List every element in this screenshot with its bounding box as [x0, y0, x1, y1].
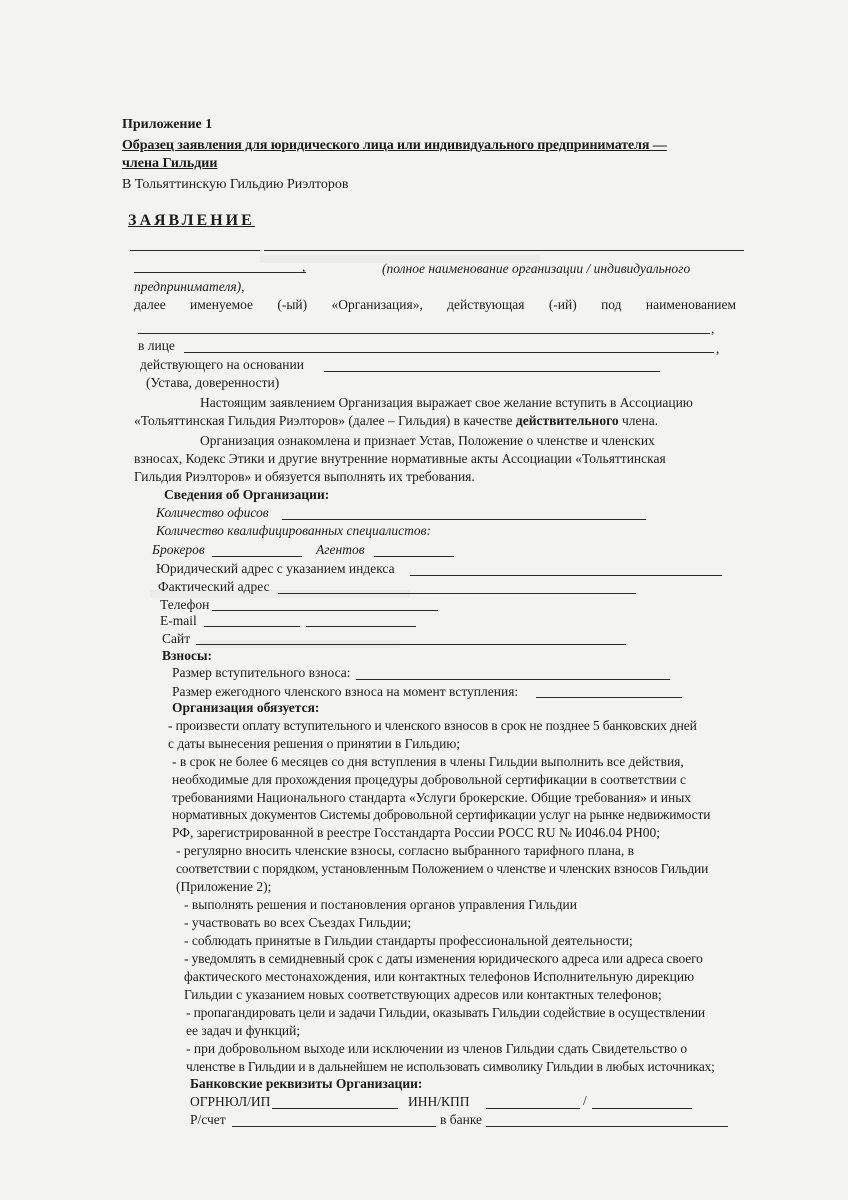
in-person-label: в лице: [138, 338, 175, 353]
inn-label: ИНН/КПП: [408, 1094, 470, 1109]
operating-name-field[interactable]: [138, 333, 710, 334]
obligation-7-line-3: Гильдии с указанием новых соответствующих адресов или контактных телефонов;: [184, 987, 662, 1002]
inn-kpp-separator: /: [583, 1093, 587, 1108]
obligation-3-line-3: (Приложение 2);: [176, 879, 272, 894]
actual-address-field[interactable]: [278, 593, 636, 594]
annual-fee-field[interactable]: [536, 697, 682, 698]
legal-address-label: Юридический адрес с указанием индекса: [156, 561, 395, 576]
text-segment: члена.: [618, 413, 659, 428]
paragraph-2-line-2: взносах, Кодекс Этики и другие внутренние нормативные акты Ассоциации «Тольяттинская: [134, 451, 666, 466]
obligation-9-line-2: членстве в Гильдии и в дальнейшем не использовать символику Гильдии в любых источниках;: [186, 1059, 715, 1074]
ogrn-label: ОГРНЮЛ/ИП: [190, 1094, 271, 1109]
paragraph-2-line-3: Гильдия Риэлторов» и обязуется выполнять их требования.: [134, 469, 475, 484]
account-field[interactable]: [232, 1126, 436, 1127]
paragraph-2-line-1: Организация ознакомлена и признает Устав, Положение о членстве и членских: [200, 433, 655, 448]
obligation-6: - соблюдать принятые в Гильдии стандарты профессиональной деятельности;: [184, 933, 633, 948]
form-title-line1: Образец заявления для юридического лица или индивидуального предпринимателя —: [122, 138, 667, 153]
legal-address-field[interactable]: [410, 575, 722, 576]
org-name-field-b[interactable]: [264, 250, 744, 251]
ogrn-field[interactable]: [272, 1108, 398, 1109]
text-segment: «Тольяттинская Гильдия Риэлторов» (далее – Гильдия) в качестве: [134, 413, 516, 428]
actual-address-label: Фактический адрес: [158, 579, 270, 594]
addressee: В Тольяттинскую Гильдию Риэлторов: [122, 177, 349, 192]
paragraph-1-line-2: [134, 412, 658, 429]
entry-fee-label: Размер вступительного взноса:: [172, 665, 351, 680]
obligation-1-line-1: - произвести оплату вступительного и членского взносов в срок не позднее 5 банковских дней: [168, 718, 697, 733]
site-field[interactable]: [196, 644, 626, 645]
comma: ,: [711, 321, 715, 336]
named-word: наименованием: [645, 297, 736, 312]
named-word: действующая: [447, 297, 525, 312]
paragraph-1-line-1: Настоящим заявлением Организация выражает свое желание вступить в Ассоциацию: [200, 395, 693, 410]
entry-fee-field[interactable]: [356, 679, 670, 680]
obligation-1-line-2: с даты вынесения решения о принятии в Гильдию;: [168, 736, 461, 751]
named-word: (-ий): [548, 297, 577, 312]
named-word: «Организация»,: [331, 297, 423, 312]
obligation-2-line-1: - в срок не более 6 месяцев со дня вступления в члены Гильдии выполнить все действия,: [172, 754, 684, 769]
obligation-3-line-1: - регулярно вносить членские взносы, согласно выбранного тарифного плана, в: [176, 843, 635, 858]
obligation-8-line-1: - пропагандировать цели и задачи Гильдии, оказывать Гильдии содействие в осуществлении: [186, 1005, 705, 1020]
obligation-4: - выполнять решения и постановления органов управления Гильдии: [184, 897, 577, 912]
obligation-8-line-2: ее задач и функций;: [186, 1023, 301, 1038]
obligation-5: - участвовать во всех Съездах Гильдии;: [184, 915, 412, 930]
phone-label: Телефон: [160, 597, 210, 612]
offices-field[interactable]: [282, 519, 646, 520]
named-word: именуемое: [190, 297, 254, 312]
org-name-hint: (полное наименование организации / индивидуального: [382, 261, 691, 276]
email-label: E-mail: [160, 613, 197, 628]
named-as-line: [134, 296, 736, 313]
in-bank-label: в банке: [440, 1112, 483, 1127]
kpp-field[interactable]: [592, 1108, 692, 1109]
obligation-2-line-4: нормативных документов Системы добровольной сертификации услуг на рынке недвижимости: [172, 807, 711, 822]
form-title-line2: члена Гильдии: [122, 156, 218, 171]
document-heading: ЗАЯВЛЕНИЕ: [128, 212, 255, 229]
obligation-2-line-3: требованиями Национального стандарта «Услуги брокерские. Общие требования» и иных: [172, 790, 692, 805]
comma: ,: [302, 259, 306, 274]
named-word: далее: [134, 297, 166, 312]
in-person-field[interactable]: [184, 352, 714, 353]
acting-basis-hint: (Устава, доверенности): [146, 375, 280, 390]
obligations-heading: Организация обязуется:: [172, 700, 320, 715]
obligation-9-line-1: - при добровольном выходе или исключении из членов Гильдии сдать Свидетельство о: [186, 1041, 688, 1056]
acting-basis-label: действующего на основании: [140, 357, 304, 372]
named-word: под: [601, 297, 622, 312]
inn-field[interactable]: [486, 1108, 580, 1109]
specialists-label: Количество квалифицированных специалистов:: [156, 523, 431, 538]
bank-heading: Банковские реквизиты Организации:: [190, 1076, 423, 1091]
org-name-field-a[interactable]: [130, 250, 260, 251]
org-name-hint-2: предпринимателя),: [134, 279, 245, 294]
org-name-field-c[interactable]: [134, 272, 306, 273]
obligation-3-line-2: соответствии с порядком, установленным Положением о членстве и членских взносов Гильдии: [176, 861, 709, 876]
annual-fee-label: Размер ежегодного членского взноса на момент вступления:: [172, 684, 519, 699]
brokers-label: Брокеров: [152, 542, 205, 557]
account-label: Р/счет: [190, 1112, 226, 1127]
obligation-7-line-2: фактического местонахождения, или контактных телефонов Исполнительную дирекцию: [184, 969, 695, 984]
agents-label: Агентов: [316, 542, 365, 557]
named-word: (-ый): [277, 297, 308, 312]
obligation-2-line-5: РФ, зарегистрированной в реестре Госстандарта России РОСС RU № И046.04 РН00;: [172, 825, 661, 840]
text-segment-bold: действительного: [515, 413, 619, 428]
bank-name-field[interactable]: [486, 1126, 728, 1127]
obligation-2-line-2: необходимые для прохождения процедуры добровольной сертификации в соответствии с: [172, 772, 686, 787]
agents-field[interactable]: [374, 556, 454, 557]
phone-field[interactable]: [212, 610, 438, 611]
email-field-a[interactable]: [204, 626, 300, 627]
brokers-field[interactable]: [212, 556, 302, 557]
appendix-label: Приложение 1: [122, 117, 213, 132]
obligation-7-line-1: - уведомлять в семидневный срок с даты изменения юридического адреса или адреса своего: [184, 951, 703, 966]
site-label: Сайт: [162, 631, 191, 646]
acting-basis-field[interactable]: [324, 371, 660, 372]
fees-heading: Взносы:: [162, 648, 212, 663]
email-field-b[interactable]: [306, 626, 416, 627]
offices-label: Количество офисов: [156, 505, 269, 520]
info-heading: Сведения об Организации:: [164, 487, 330, 502]
comma: ,: [716, 341, 720, 356]
